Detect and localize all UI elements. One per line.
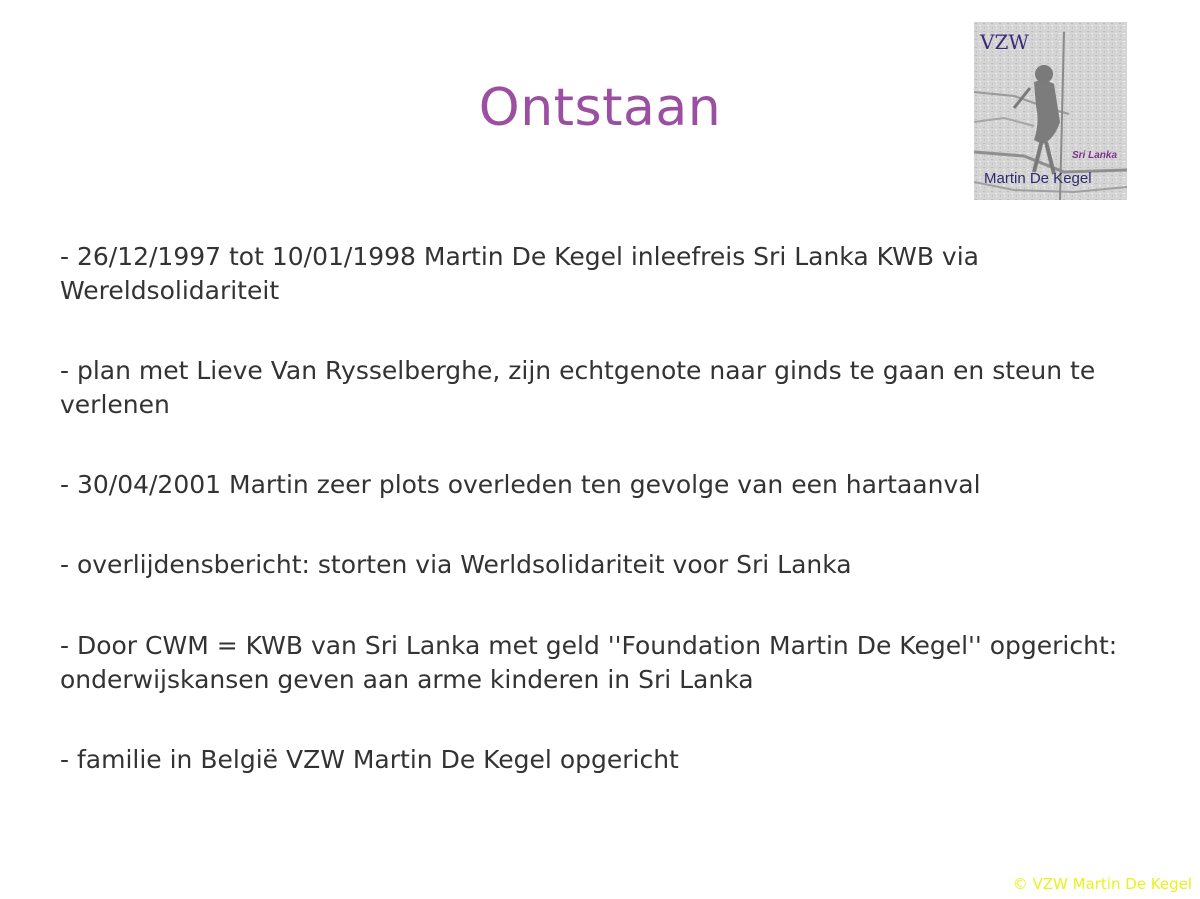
slide-title: Ontstaan: [478, 78, 722, 138]
logo-name-text: Martin De Kegel: [984, 170, 1092, 187]
list-item: - plan met Lieve Van Rysselberghe, zijn echtgenote naar ginds te gaan en steun te verlenen: [60, 356, 1104, 419]
vzw-logo: [974, 22, 1127, 200]
list-item: - familie in België VZW Martin De Kegel opgericht: [60, 745, 679, 774]
list-item: - 26/12/1997 tot 10/01/1998 Martin De Kegel inleefreis Sri Lanka KWB via Wereldsolidariteit: [60, 242, 987, 305]
list-item: - Door CWM = KWB van Sri Lanka met geld ''Foundation Martin De Kegel'' opgericht: onderwijskansen geven aan arme kinderen in Sri Lanka: [60, 631, 1126, 694]
list-item: - 30/04/2001 Martin zeer plots overleden ten gevolge van een hartaanval: [60, 470, 981, 499]
list-item: - overlijdensbericht: storten via Werldsolidariteit voor Sri Lanka: [60, 550, 852, 579]
logo-region-text: Sri Lanka: [1072, 150, 1118, 161]
logo-vzw-text: VZW: [980, 30, 1029, 54]
copyright-footer: © VZW Martin De Kegel: [1012, 875, 1192, 893]
